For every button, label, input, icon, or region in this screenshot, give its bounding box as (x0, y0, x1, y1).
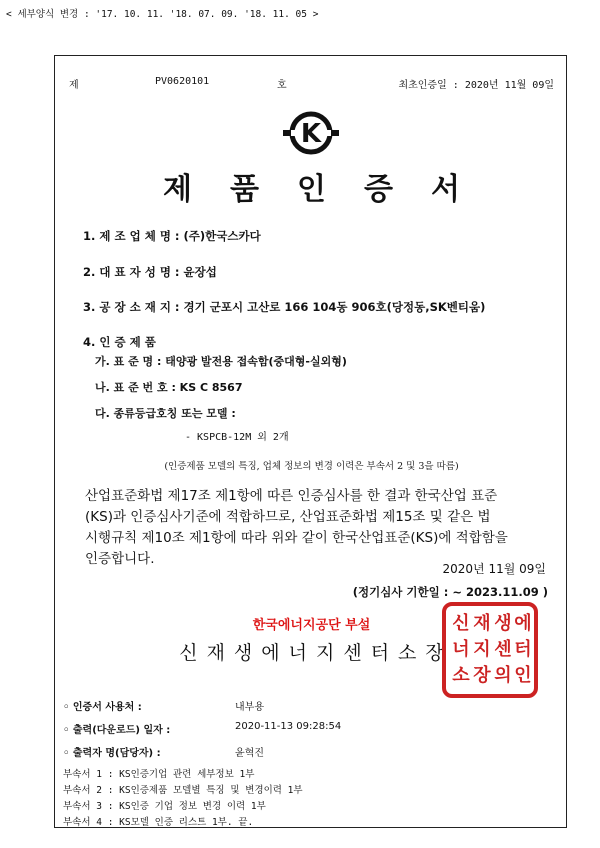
meta-output-date: ◦ 출력(다운로드) 일자 : 2020-11-13 09:28:54 (63, 721, 342, 736)
svg-text:의: 의 (494, 665, 512, 686)
first-cert-date: 최초인증일 : 2020년 11월 09일 (398, 80, 554, 91)
model-heading: 다. 종류등급호칭 또는 모델 : (95, 407, 236, 420)
svg-text:터: 터 (514, 639, 532, 660)
company-name: 1. 제 조 업 체 명 : (주)한국스카다 (83, 229, 261, 243)
issue-date: 2020년 11월 09일 (442, 562, 546, 576)
model-value: - KSPCB-12M 외 2개 (185, 432, 289, 443)
svg-text:에: 에 (514, 613, 532, 634)
attachment-item: 부속서 4 : KS모델 인증 리스트 1부. 끝. (63, 817, 254, 828)
statement-line: 시행규칙 제10조 제1항에 따라 위와 같이 한국산업표준(KS)에 적합함을 (85, 530, 508, 546)
svg-text:너: 너 (452, 639, 470, 660)
svg-text:인: 인 (514, 665, 532, 686)
factory-address: 3. 공 장 소 재 지 : 경기 군포시 고산로 166 104동 906호(당정동,SK벤티움) (83, 300, 486, 314)
certified-product-heading: 4. 인 증 제 품 (83, 335, 156, 349)
ks-logo-letter: K (300, 119, 322, 149)
certification-statement (85, 486, 545, 570)
attachment-item: 부속서 3 : KS인증 기업 정보 변경 이력 1부 (63, 801, 266, 812)
standard-number: 나. 표 준 번 호 : KS C 8567 (95, 381, 243, 394)
issuer-organization: 한국에너지공단 부설 (252, 618, 371, 633)
cert-number: PV0620101 (155, 76, 210, 87)
official-seal-stamp (441, 601, 539, 699)
svg-text:재: 재 (473, 613, 491, 634)
cert-number-suffix: 호 (277, 80, 287, 91)
cert-number-prefix: 제 (69, 80, 79, 91)
statement-line: (KS)과 인증심사기준에 적합하므로, 산업표준화법 제15조 및 같은 법 (85, 509, 491, 525)
revision-note: < 세부양식 변경 : '17. 10. 11. '18. 07. 09. '18. 11. 05 > (6, 9, 319, 20)
statement-line: 산업표준화법 제17조 제1항에 따른 인증심사를 한 결과 한국산업 표준 (85, 488, 498, 504)
certificate-frame (54, 55, 567, 828)
validity-date: (정기심사 기한일 : ~ 2023.11.09 ) (352, 585, 548, 599)
meta-usage: ◦ 인증서 사용처 : 내부용 (63, 702, 264, 713)
svg-text:생: 생 (494, 613, 512, 634)
svg-text:장: 장 (473, 665, 491, 686)
standard-name: 가. 표 준 명 : 태양광 발전용 접속함(중대형-실외형) (95, 355, 347, 368)
certificate-title: 제품인증서 (163, 172, 498, 207)
meta-output-person: ◦ 출력자 명(담당자) : 윤혁진 (63, 748, 264, 759)
svg-text:소: 소 (452, 665, 470, 686)
statement-line: 인증합니다. (85, 551, 155, 567)
issuer-head: 신재생에너지센터소장 (179, 642, 453, 664)
svg-text:지: 지 (473, 639, 491, 660)
svg-text:신: 신 (452, 613, 470, 634)
svg-text:센: 센 (494, 639, 512, 660)
annex-note: (인증제품 모델의 특징, 업체 정보의 변경 이력은 부속서 2 및 3을 따름) (164, 461, 459, 472)
attachment-item: 부속서 2 : KS인증제품 모델별 특징 및 변경이력 1부 (63, 785, 303, 796)
ceo-name: 2. 대 표 자 성 명 : 윤장섭 (83, 265, 217, 279)
attachment-item: 부속서 1 : KS인증기업 관련 세부정보 1부 (63, 769, 255, 780)
ks-logo-icon (283, 108, 339, 158)
